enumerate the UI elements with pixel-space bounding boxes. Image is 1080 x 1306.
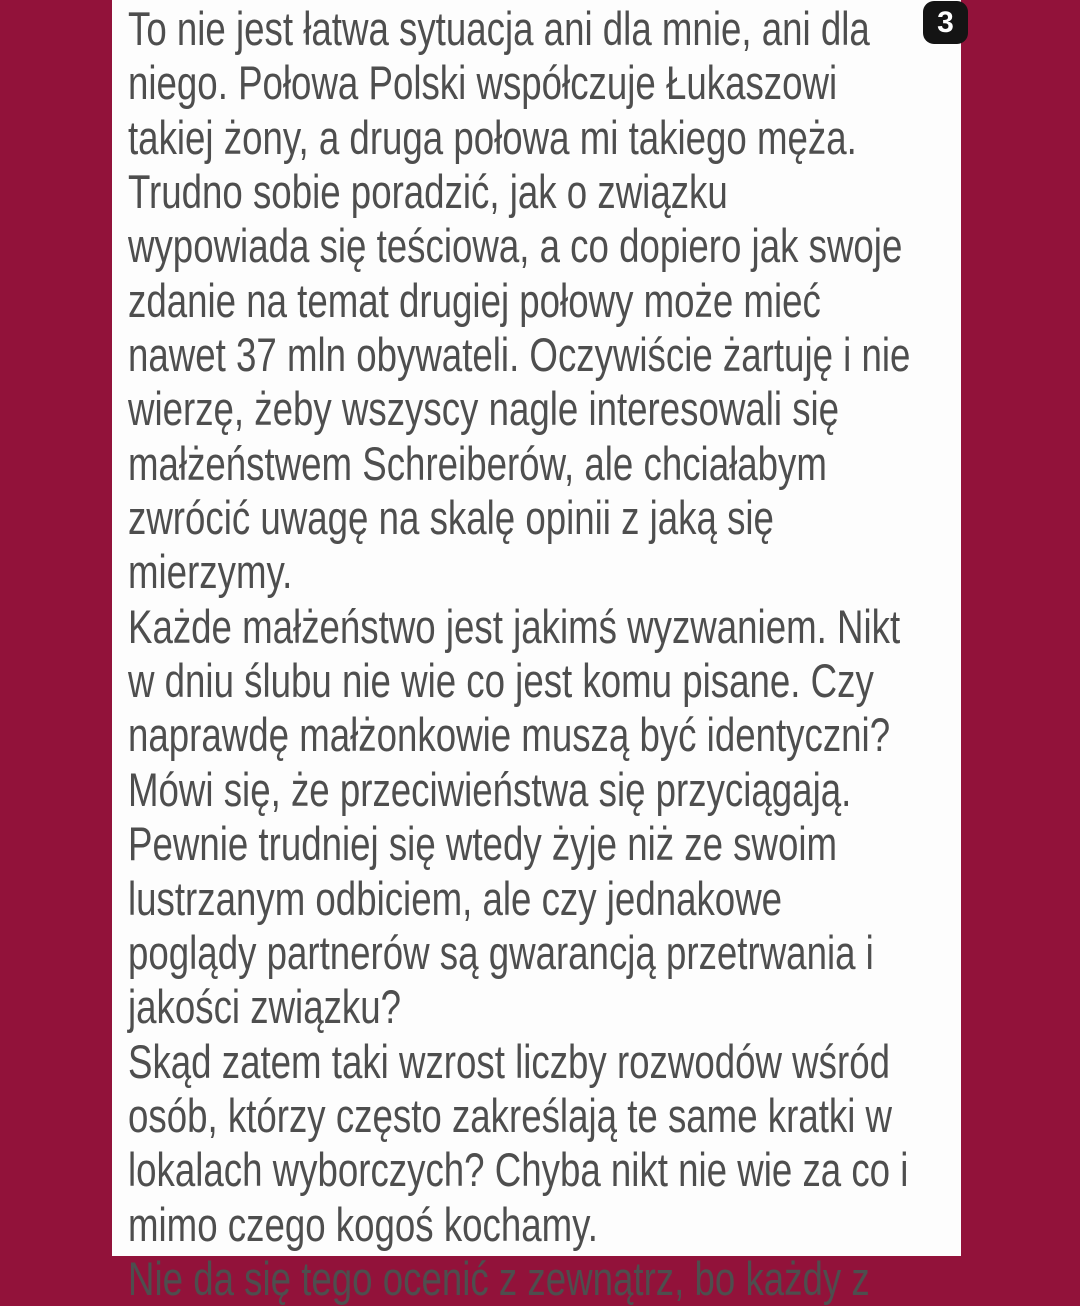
text-line: w dniu ślubu nie wie co jest komu pisane. Czy [128,654,874,708]
text-line: wypowiada się teściowa, a co dopiero jak swoje [128,219,903,273]
text-line: mimo czego kogoś kochamy. [128,1197,598,1251]
story-page-counter-badge [923,1,968,44]
clipped-text-line: Nie da się tego ocenić z zewnątrz, bo każdy z [128,1251,870,1305]
text-line: Trudno sobie poradzić, jak o związku [128,165,728,219]
text-line: zdanie na temat drugiej połowy może mieć [128,273,821,327]
text-line: mierzymy. [128,545,293,599]
text-line: wierzę, żeby wszyscy nagle interesowali się [128,382,840,436]
text-line: Pewnie trudniej się wtedy żyje niż ze swoim [128,817,838,871]
text-line: Mówi się, że przeciwieństwa się przyciągają. [128,762,852,816]
article-page [112,0,961,1305]
text-line: małżeństwem Schreiberów, ale chciałabym [128,436,827,490]
text-line: zwrócić uwagę na skalę opinii z jaką się [128,491,774,545]
text-line: Każde małżeństwo jest jakimś wyzwaniem. Nikt [128,599,901,653]
text-line: lokalach wyborczych? Chyba nikt nie wie za co i [128,1143,909,1197]
article-text [128,2,963,1306]
text-line: lustrzanym odbiciem, ale czy jednakowe [128,871,783,925]
text-line: nawet 37 mln obywateli. Oczywiście żartuję i nie [128,328,911,382]
text-line: naprawdę małżonkowie muszą być identyczni? [128,708,891,762]
story-page-counter-label: 3 [937,5,954,39]
text-line: To nie jest łatwa sytuacja ani dla mnie, ani dla [128,2,870,55]
text-line: poglądy partnerów są gwarancją przetrwania i [128,925,874,979]
text-line: takiej żony, a druga połowa mi takiego męża. [128,110,857,164]
text-line: Skąd zatem taki wzrost liczby rozwodów wśród [128,1034,890,1088]
text-line: niego. Połowa Polski współczuje Łukaszowi [128,56,838,110]
text-line: jakości związku? [128,980,402,1034]
text-line: osób, którzy często zakreślają te same kratki w [128,1088,893,1142]
